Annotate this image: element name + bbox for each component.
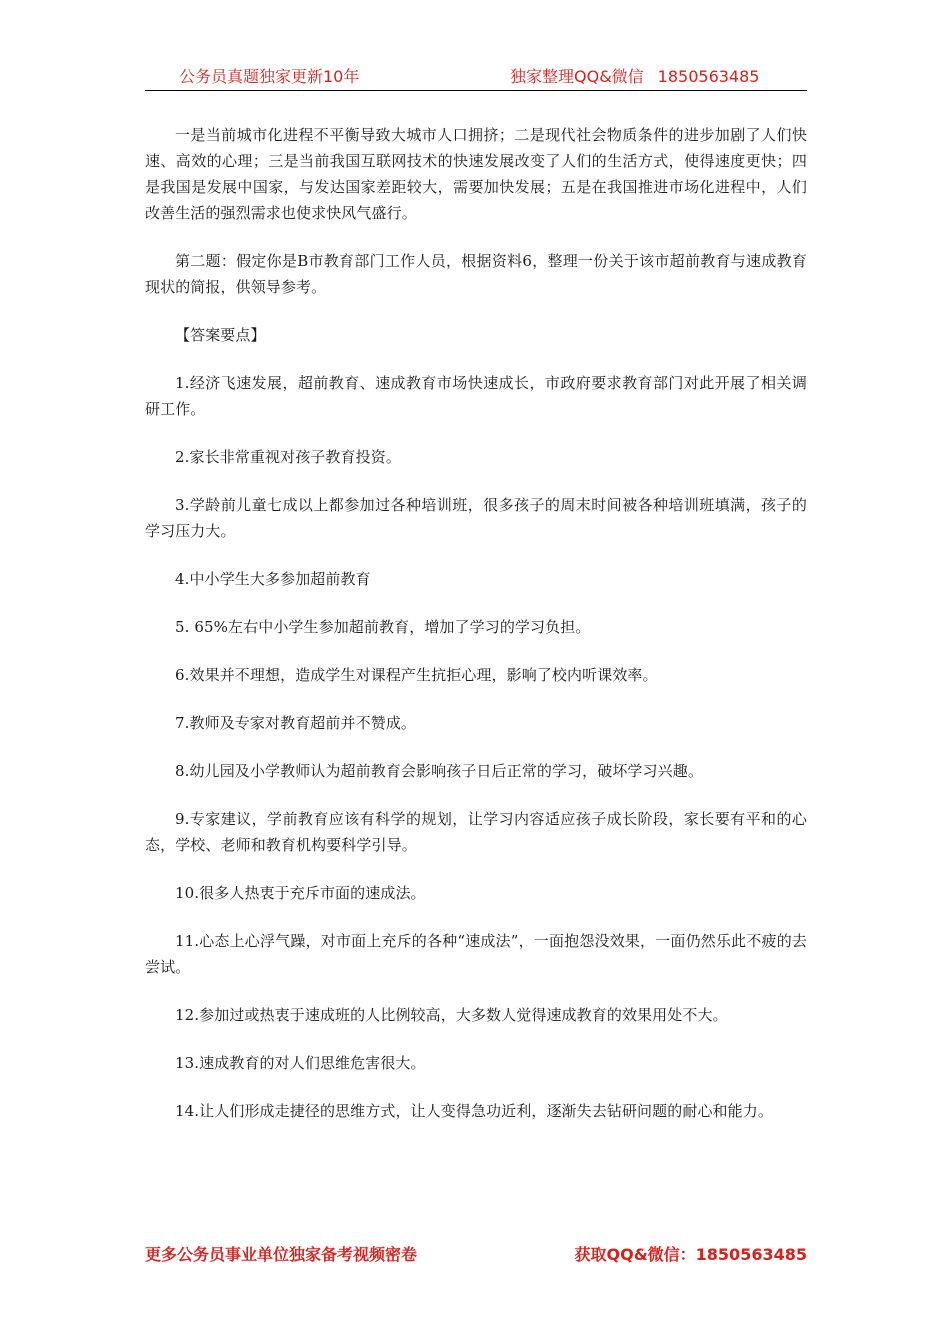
answer-point-1: 1.经济飞速发展，超前教育、速成教育市场快速成长，市政府要求教育部门对此开展了相关调研工作。 xyxy=(145,374,807,418)
header-contact-label: 独家整理QQ&微信 xyxy=(510,67,644,86)
header-contact xyxy=(510,66,759,88)
answer-point-2: 2.家长非常重视对孩子教育投资。 xyxy=(175,448,401,466)
answer-point-7: 7.教师及专家对教育超前并不赞成。 xyxy=(175,714,417,732)
paragraph-question-2: 第二题：假定你是B市教育部门工作人员，根据资料6，整理一份关于该市超前教育与速成教育现状的简报，供领导参考。 xyxy=(145,252,807,296)
answer-point-12: 12.参加过或热衷于速成班的人比例较高，大多数人觉得速成教育的效果用处不大。 xyxy=(175,1006,728,1024)
answer-point-4: 4.中小学生大多参加超前教育 xyxy=(175,570,371,588)
answer-point-6: 6.效果并不理想，造成学生对课程产生抗拒心理，影响了校内听课效率。 xyxy=(175,666,658,684)
paragraph-answer-heading: 【答案要点】 xyxy=(175,326,266,344)
paragraph-intro: 一是当前城市化进程不平衡导致大城市人口拥挤；二是现代社会物质条件的进步加剧了人们快速、高效的心理；三是当前我国互联网技术的快速发展改变了人们的生活方式，使得速度更快；四是我国是发展中国家，与发达国家差距较大，需要加快发展；五是在我国推进市场化进程中，人们改善生活的强烈需求也使求快风气盛行。 xyxy=(145,126,807,222)
answer-point-3: 3.学龄前儿童七成以上都参加过各种培训班，很多孩子的周末时间被各种培训班填满，孩子的学习压力大。 xyxy=(145,496,807,540)
page-footer xyxy=(145,1244,807,1268)
answer-point-11: 11.心态上心浮气躁，对市面上充斥的各种“速成法”，一面抱怨没效果，一面仍然乐此不疲的去尝试。 xyxy=(145,932,807,976)
answer-point-13: 13.速成教育的对人们思维危害很大。 xyxy=(175,1054,426,1072)
answer-point-8: 8.幼儿园及小学教师认为超前教育会影响孩子日后正常的学习，破坏学习兴趣。 xyxy=(175,762,703,780)
document-body xyxy=(145,122,807,1146)
answer-point-9: 9.专家建议，学前教育应该有科学的规划，让学习内容适应孩子成长阶段，家长要有平和的心态，学校、老师和教育机构要科学引导。 xyxy=(145,810,807,854)
footer-contact: 获取QQ&微信：1850563485 xyxy=(574,1245,807,1264)
header-contact-number: 1850563485 xyxy=(657,67,760,86)
header-title: 公务员真题独家更新10年 xyxy=(179,67,360,86)
footer-promo: 更多公务员事业单位独家备考视频密卷 xyxy=(145,1245,418,1264)
answer-point-10: 10.很多人热衷于充斥市面的速成法。 xyxy=(175,884,426,902)
page-header xyxy=(145,66,807,91)
answer-point-5: 5. 65%左右中小学生参加超前教育，增加了学习的学习负担。 xyxy=(175,618,591,636)
answer-point-14: 14.让人们形成走捷径的思维方式，让人变得急功近利，逐渐失去钻研问题的耐心和能力。 xyxy=(175,1102,773,1120)
